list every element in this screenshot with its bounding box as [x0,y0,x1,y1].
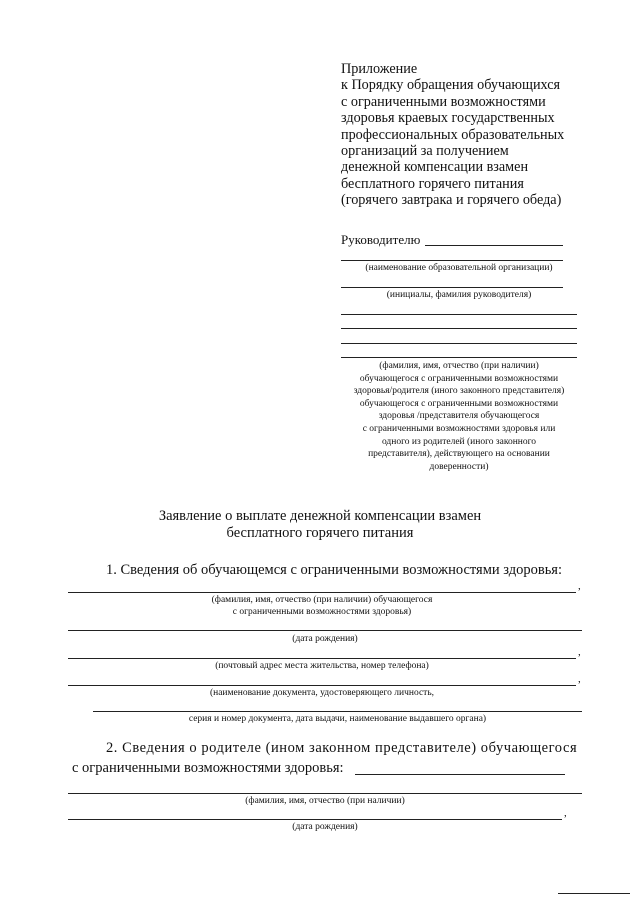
student-birthdate-caption: (дата рождения) [292,634,358,644]
title-line-2: бесплатного горячего питания [226,525,414,541]
appendix-line: профессиональных образовательных [341,126,565,143]
parent-fio-inline-field[interactable] [355,774,565,775]
applicant-field-line-1[interactable] [341,314,577,315]
parent-fio-caption: (фамилия, имя, отчество (при наличии) [245,796,405,806]
student-birthdate-field[interactable] [68,630,582,631]
section2-heading-line-2: с ограниченными возможностями здоровья: [72,760,344,776]
applicant-caption-line: (фамилия, имя, отчество (при наличии) [379,361,539,371]
applicant-caption-line: обучающегося с ограниченными возможностями [359,398,559,409]
student-document-details-caption: серия и номер документа, дата выдачи, наименование выдавшего органа) [188,714,487,724]
applicant-caption-line: обучающегося с ограниченными возможностями [359,373,559,384]
appendix-header [341,61,601,209]
comma: , [578,646,581,658]
appendix-line: денежной компенсации взамен [341,159,529,176]
document-title [100,508,540,542]
addressee-name-field[interactable] [425,245,563,246]
title-line-1: Заявление о выплате денежной компенсации взамен [158,508,482,524]
applicant-field-line-2[interactable] [341,328,577,329]
head-caption: (инициалы, фамилия руководителя) [386,290,532,300]
head-name-field[interactable] [341,287,563,288]
applicant-caption-line: здоровья/родителя (иного законного представителя) [353,386,565,397]
student-fio-caption [68,594,576,618]
applicant-caption-line: с ограниченными возможностями здоровья или [362,423,556,434]
applicant-caption [339,360,579,473]
parent-birthdate-field[interactable] [68,819,562,820]
student-document-field[interactable] [68,685,576,686]
appendix-line: здоровья краевых государственных [341,110,555,127]
org-name-field[interactable] [341,260,563,261]
student-address-field[interactable] [68,658,576,659]
applicant-caption-line: здоровья /представителя обучающегося [378,411,540,422]
org-caption: (наименование образовательной организации) [365,263,553,273]
addressee-label: Руководителю [341,232,421,247]
applicant-caption-line: представителя), действующего на основании [368,449,550,460]
appendix-line: Приложение [341,61,418,77]
appendix-line: к Порядку обращения обучающихся [341,77,561,94]
caption-line: (фамилия, имя, отчество (при наличии) обучающегося [211,595,433,605]
section2-heading-line-1: 2. Сведения о родителе (ином законном представителе) обучающегося [106,740,578,756]
student-document-caption: (наименование документа, удостоверяющего личность, [209,688,435,698]
appendix-line: бесплатного горячего питания [341,175,524,192]
comma: , [578,580,581,592]
parent-birthdate-caption: (дата рождения) [292,822,358,832]
footer-rule [558,893,630,894]
appendix-line: с ограниченными возможностями [341,93,546,110]
section1-heading: 1. Сведения об обучающемся с ограниченными возможностями здоровья: [106,562,562,578]
applicant-caption-line: доверенности) [429,461,489,472]
appendix-line: организаций за получением [341,142,509,159]
student-document-details-field[interactable] [93,711,582,712]
applicant-field-line-3[interactable] [341,343,577,344]
applicant-field-line-4[interactable] [341,357,577,358]
caption-line: с ограниченными возможностями здоровья) [232,607,412,617]
applicant-caption-line: одного из родителей (иного законного [381,436,537,447]
comma: , [578,673,581,685]
student-address-caption: (почтовый адрес места жительства, номер телефона) [215,661,429,671]
appendix-line: (горячего завтрака и горячего обеда) [341,192,562,209]
comma: , [564,807,567,819]
student-fio-field[interactable] [68,592,576,593]
parent-fio-field[interactable] [68,793,582,794]
